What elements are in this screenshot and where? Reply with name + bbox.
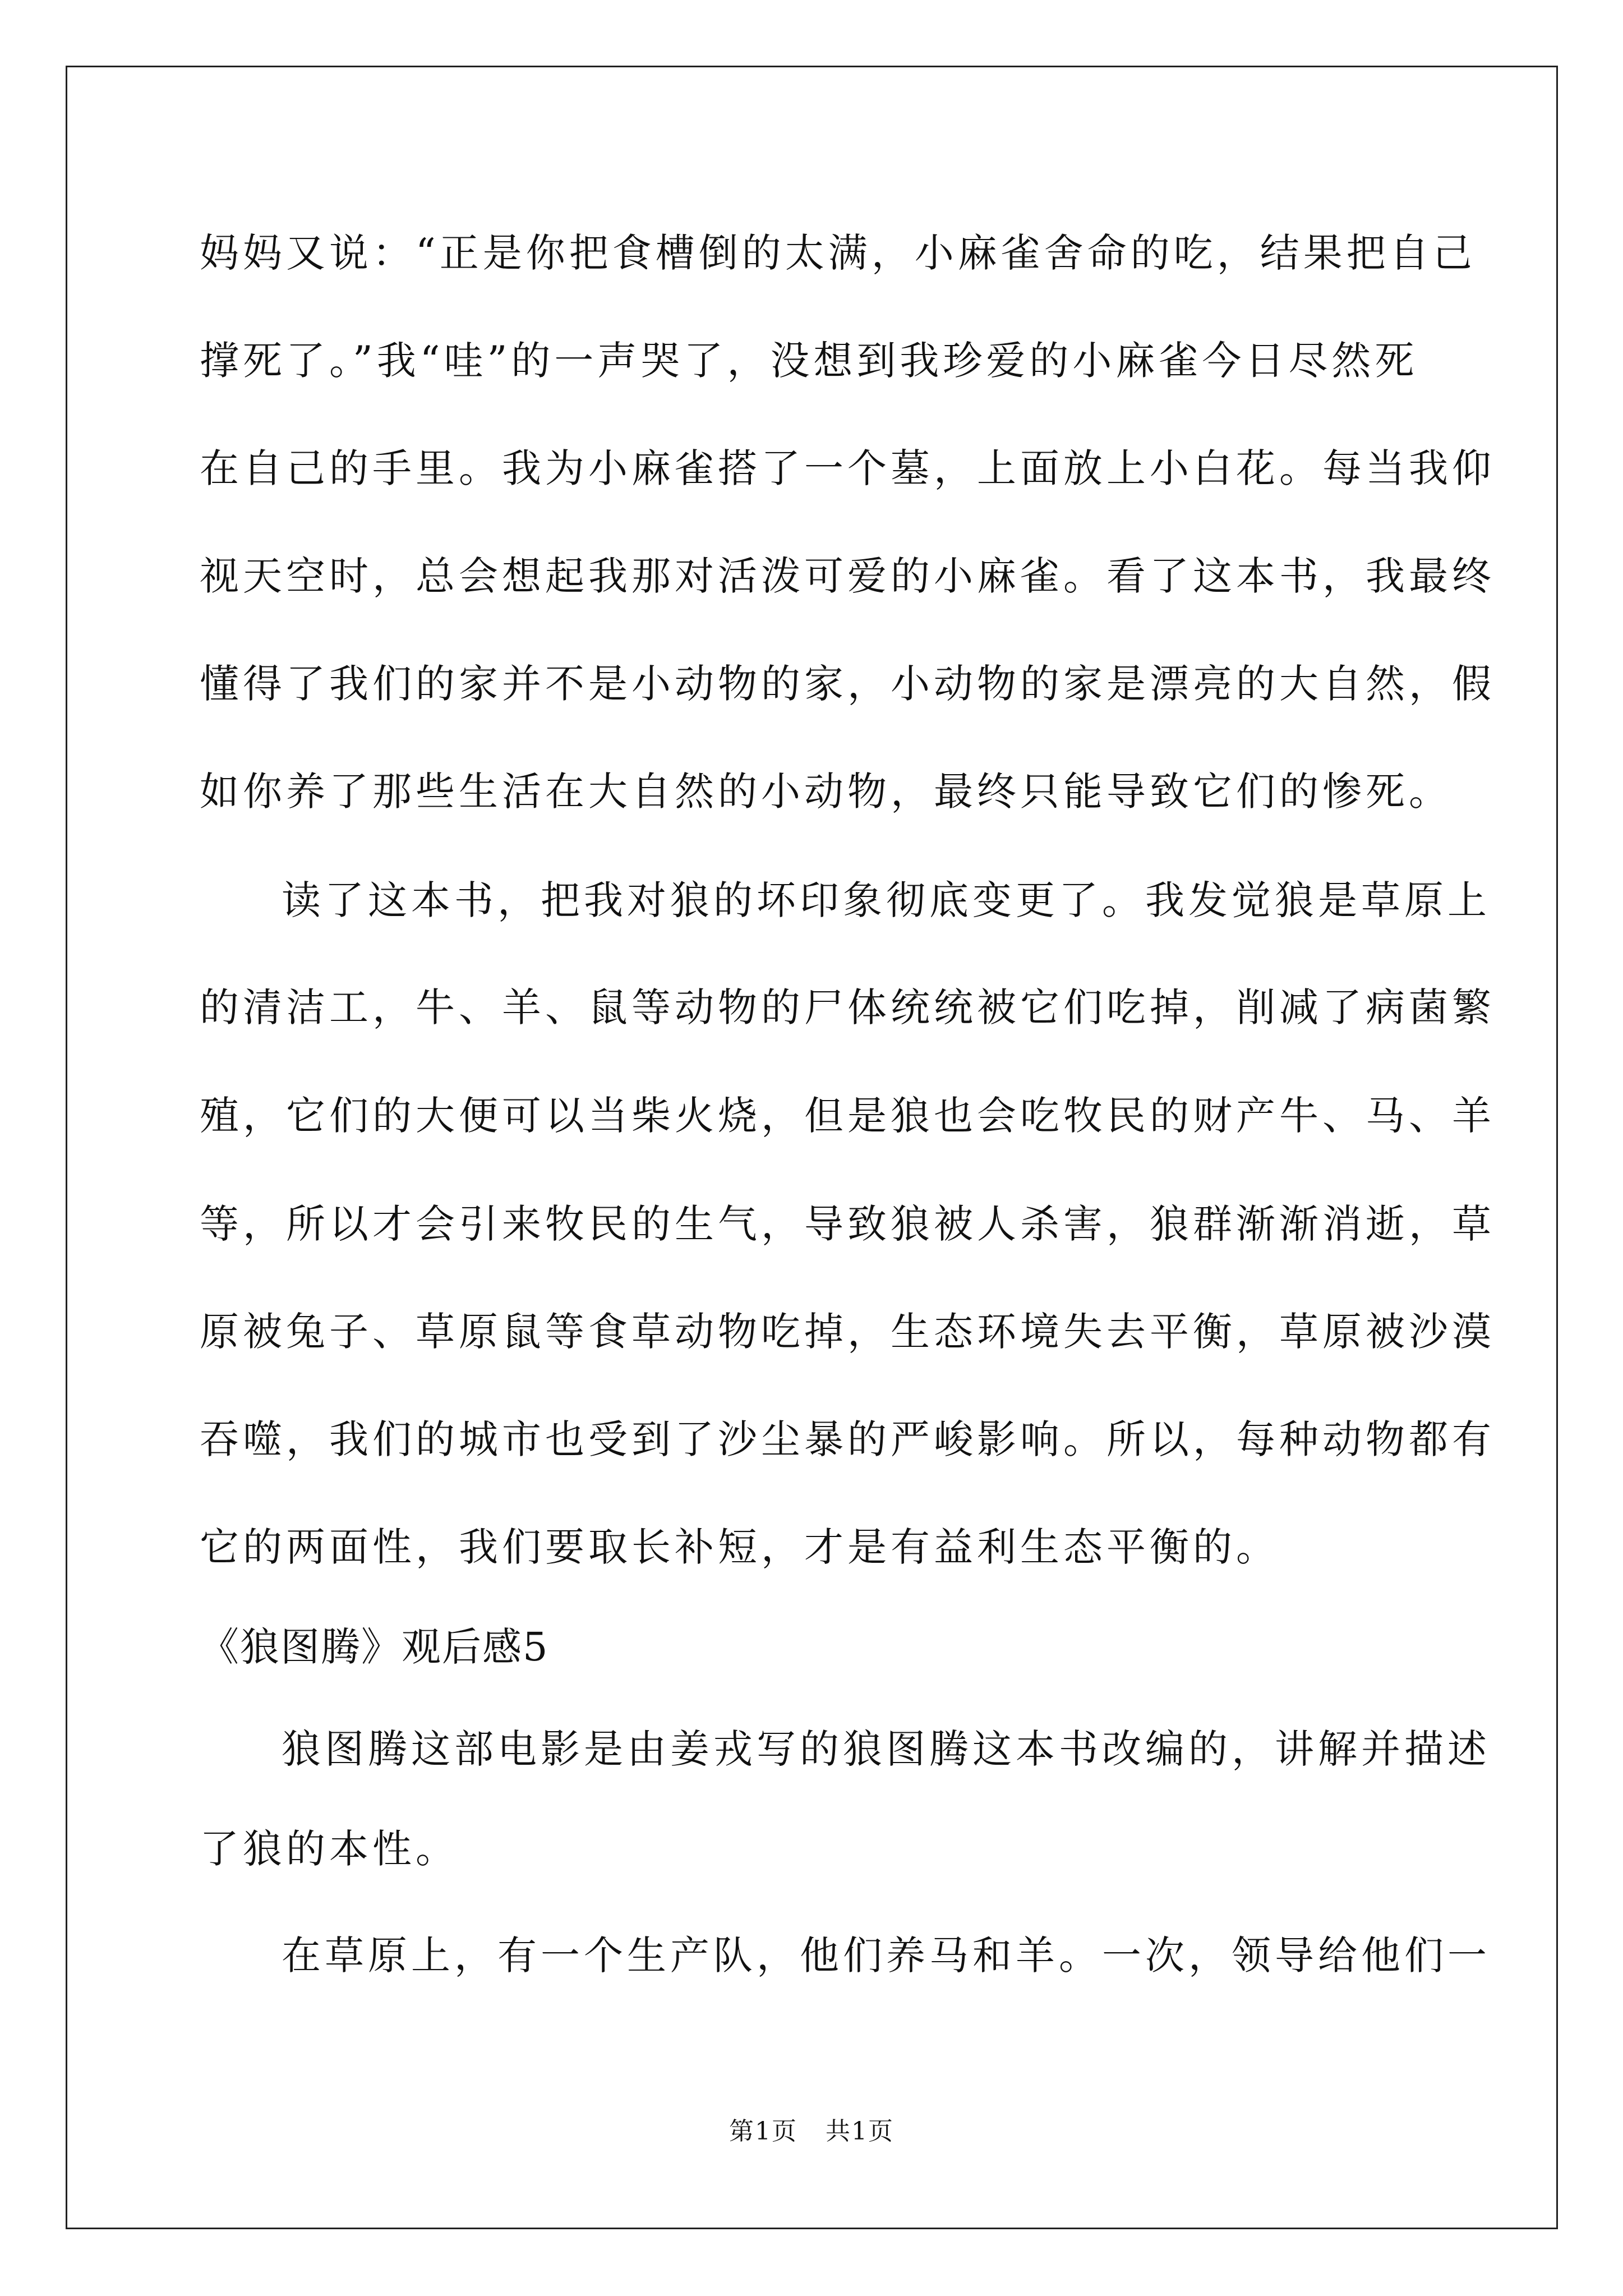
text-line: 如你养了那些生活在大自然的小动物，最终只能导致它们的惨死。 <box>200 769 1452 815</box>
text-line: 等，所以才会引来牧民的生气，导致狼被人杀害，狼群渐渐消逝，草 <box>200 1201 1495 1247</box>
page-border <box>66 66 1558 2229</box>
paragraph-first-line: 狼图腾这部电影是由姜戎写的狼图腾这本书改编的，讲解并描述 <box>282 1726 1491 1772</box>
paragraph-first-line: 读了这本书，把我对狼的坏印象彻底变更了。我发觉狼是草原上 <box>282 877 1491 923</box>
text-line: 在自己的手里。我为小麻雀搭了一个墓，上面放上小白花。每当我仰 <box>200 445 1495 491</box>
text-line: 它的两面性，我们要取长补短，才是有益利生态平衡的。 <box>200 1524 1279 1570</box>
paragraph-first-line: 在草原上，有一个生产队，他们养马和羊。一次，领导给他们一 <box>282 1932 1491 1978</box>
text-line: 视天空时，总会想起我那对活泼可爱的小麻雀。看了这本书，我最终 <box>200 553 1495 599</box>
text-line: 的清洁工，牛、羊、鼠等动物的尸体统统被它们吃掉，削减了病菌繁 <box>200 984 1495 1030</box>
section-heading: 《狼图腾》观后感5 <box>200 1624 549 1670</box>
page-footer <box>0 2115 1623 2148</box>
text-line: 原被兔子、草原鼠等食草动物吃掉，生态环境失去平衡，草原被沙漠 <box>200 1309 1495 1355</box>
page-total: 共1页 <box>826 2117 894 2146</box>
page-number: 第1页 <box>729 2117 797 2146</box>
text-line: 撑死了。”我“哇”的一声哭了，没想到我珍爱的小麻雀今日尽然死 <box>200 338 1418 384</box>
text-line: 吞噬，我们的城市也受到了沙尘暴的严峻影响。所以，每种动物都有 <box>200 1416 1495 1462</box>
text-line: 殖，它们的大便可以当柴火烧，但是狼也会吃牧民的财产牛、马、羊 <box>200 1093 1495 1139</box>
text-line: 了狼的本性。 <box>200 1826 459 1872</box>
text-line: 妈妈又说：“正是你把食槽倒的太满，小麻雀舍命的吃，结果把自己 <box>200 230 1476 276</box>
text-line: 懂得了我们的家并不是小动物的家，小动物的家是漂亮的大自然，假 <box>200 661 1495 707</box>
